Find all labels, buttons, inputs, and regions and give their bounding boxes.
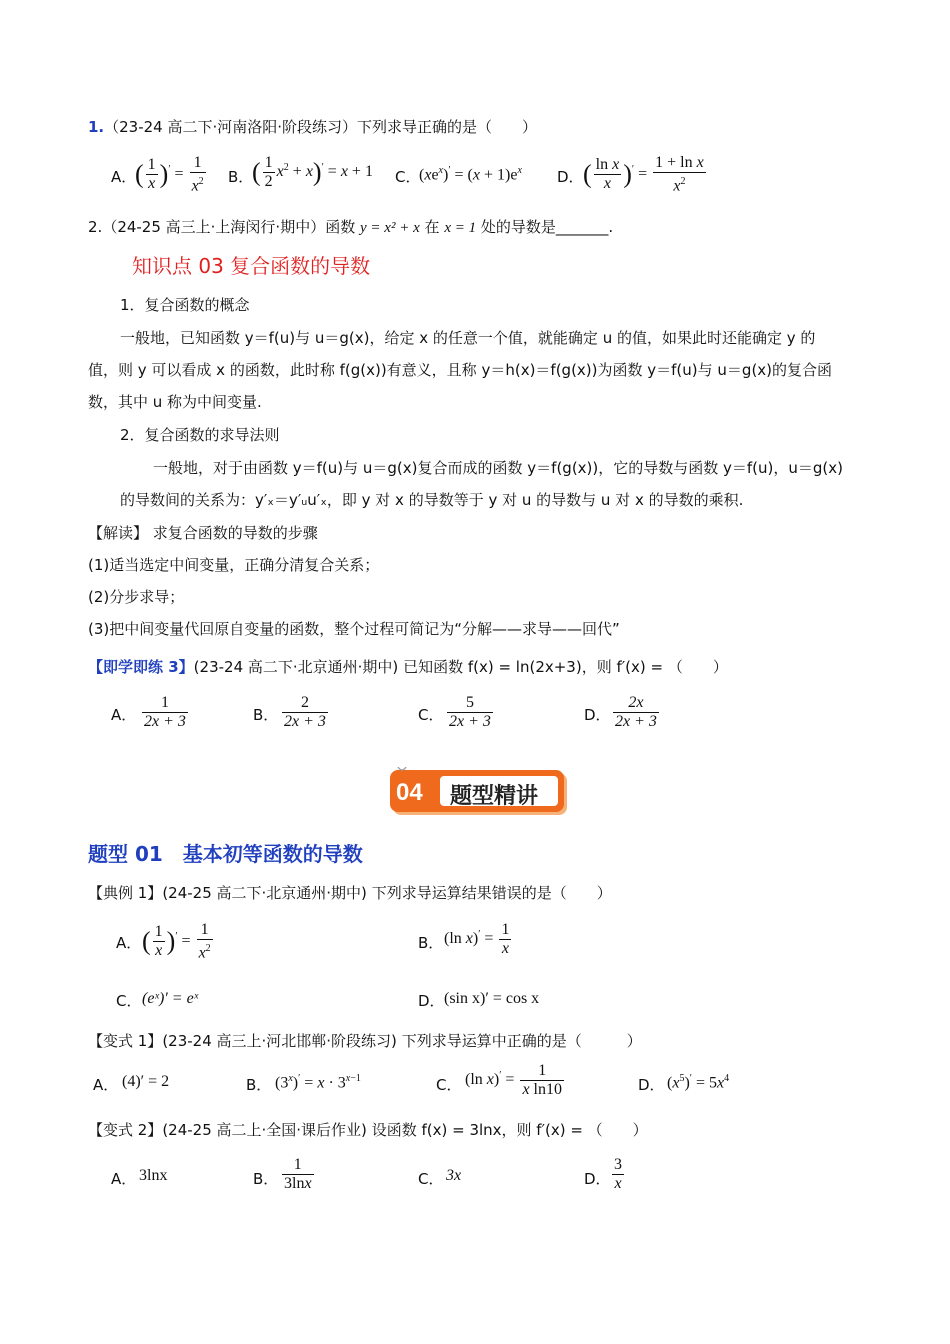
q1-source: （23-24 高二下·河南洛阳·阶段练习）	[104, 118, 358, 136]
ex1-label-b: B．	[418, 934, 444, 952]
ex1-label-c: C．	[116, 992, 142, 1010]
q1-formula-d: ( $\frac{\text{ln x}}{x}$ )′ = $\frac{\text{1 + ln x}}{x^2}$	[583, 154, 704, 195]
paragraph-2b: 的导数间的关系为：y′ₓ＝y′ᵤu′ₓ，即 y 对 x 的导数等于 y 对 u 的导数与 u 对 x 的导数的乘积.	[120, 491, 744, 509]
practice-option-b	[280, 694, 330, 731]
var2-label-a: A．	[111, 1170, 137, 1188]
section-badge	[390, 767, 570, 817]
ex1-formula-d: (sin x)′ = cos x	[444, 990, 540, 1007]
practice-tag: 【即学即练 3】	[88, 658, 194, 676]
q1-line	[88, 117, 537, 137]
ex1-formula-b: (ln x)′ = $\frac{1}{x}$	[444, 921, 510, 957]
step-3: (3)把中间变量代回原自变量的函数，整个过程可简记为“分解——求导——回代”	[88, 620, 620, 638]
var2-tag: 【变式 2】	[88, 1121, 163, 1139]
q2-number: 2.	[88, 218, 103, 236]
paragraph-2a: 一般地，对于由函数 y＝f(u)与 u＝g(x)复合而成的函数 y＝f(g(x))，它的导数与函数 y＝f(u)，u＝g(x)	[153, 459, 843, 477]
q1-formula-b: ( $\frac{1}{2}$ $x^2 + x)' = x + 1$	[252, 154, 373, 190]
q1-formula-a: ( $\frac{1}{x}$ )′ = $\frac{1}{x^2}$	[135, 154, 204, 195]
q1-formula-c: $(xe^x)' = (x + 1)e^x$	[419, 165, 522, 184]
var2-source: (24-25 高二上·全国·课后作业)	[162, 1121, 367, 1139]
q2-answer-blank[interactable]: _______.	[555, 218, 614, 236]
practice-c-num: 5	[447, 694, 493, 713]
q1-label-c: C．	[395, 168, 421, 186]
var1-formula-d: $(x^5)' = 5x^4$	[667, 1073, 730, 1092]
ex1-tag: 【典例 1】	[88, 884, 163, 902]
q2-formula: y = x² + x	[360, 220, 420, 236]
var1-label-c: C．	[436, 1076, 462, 1094]
var1-text: 下列求导运算中正确的是（ ）	[401, 1032, 642, 1050]
var2-label-c: C．	[418, 1170, 444, 1188]
var1-label-b: B．	[246, 1076, 272, 1094]
var1-formula-b: $(3^x)' = x \cdot 3^{x-1}$	[275, 1073, 361, 1092]
paragraph-1a: 一般地，已知函数 y＝f(u)与 u＝g(x)，给定 x 的任意一个值，就能确定 u 的值，如果此时还能确定 y 的	[120, 329, 816, 347]
ex1-label-d: D．	[418, 992, 445, 1010]
var1-formula-a: (4)′ = 2	[122, 1073, 170, 1090]
var1-line	[88, 1031, 642, 1051]
q2-at: x = 1	[444, 220, 477, 236]
section-heading-2: 2．复合函数的求导法则	[120, 426, 280, 444]
practice-b-num: 2	[282, 694, 328, 713]
ex1-line	[88, 883, 612, 903]
practice-c-den: 2x + 3	[449, 713, 491, 730]
practice-option-a	[140, 694, 190, 731]
q2-text-after: 处的导数是	[480, 218, 556, 236]
note-line	[88, 523, 318, 543]
ex1-label-a: A．	[116, 934, 142, 952]
paragraph-1b: 值，则 y 可以看成 x 的函数，此时称 f(g(x))有意义，且称 y＝h(x)＝f(g(x))为函数 y＝f(u)与 u＝g(x)的复合函	[88, 361, 833, 379]
var2-formula-d: $\frac{3}{x}$	[614, 1156, 622, 1192]
ex1-text: 下列求导运算结果错误的是（ ）	[371, 884, 612, 902]
type01-title: 题型 01 基本初等函数的导数	[88, 842, 363, 866]
var1-formula-c: (ln x)′ = $\frac{1}{\text{x ln10}}$	[465, 1062, 562, 1098]
practice-b-den: 2x + 3	[284, 713, 326, 730]
var1-label-a: A．	[93, 1076, 119, 1094]
q2-text-before: 函数	[325, 218, 356, 236]
var2-formula-c: 3x	[446, 1167, 462, 1184]
var1-tag: 【变式 1】	[88, 1032, 163, 1050]
var2-formula-b: $\frac{1}{3\ln x}$	[284, 1156, 312, 1192]
q1-text: 下列求导正确的是（ ）	[357, 118, 538, 136]
q1-label-b: B．	[228, 168, 254, 186]
badge-number: 04	[396, 779, 423, 806]
practice-label-a: A．	[111, 706, 137, 724]
badge-text: 题型精讲	[450, 784, 539, 809]
var2-line	[88, 1120, 648, 1140]
practice-line	[88, 657, 728, 677]
practice-d-den: 2x + 3	[615, 713, 657, 730]
note-title: 【解读】	[88, 524, 149, 542]
q2-source: （24-25 高三上·上海闵行·期中）	[102, 218, 326, 236]
practice-label-c: C．	[418, 706, 444, 724]
practice-option-d	[611, 694, 661, 731]
practice-a-den: 2x + 3	[144, 713, 186, 730]
step-2: (2)分步求导；	[88, 588, 185, 606]
var1-label-d: D．	[638, 1076, 665, 1094]
var1-source: (23-24 高三上·河北邯郸·阶段练习)	[162, 1032, 397, 1050]
var2-label-b: B．	[253, 1170, 279, 1188]
practice-label-d: D．	[584, 706, 611, 724]
practice-source: (23-24 高二下·北京通州·期中)	[193, 658, 399, 676]
var2-text: 设函数 f(x) = 3lnx，则 f′(x) = （ ）	[371, 1121, 648, 1139]
ex1-formula-c: (eˣ)′ = eˣ	[142, 990, 199, 1007]
section-heading-1: 1．复合函数的概念	[120, 296, 250, 314]
practice-d-num: 2x	[613, 694, 659, 713]
section-title: 知识点 03 复合函数的导数	[132, 254, 371, 278]
practice-a-num: 1	[142, 694, 188, 713]
step-1: (1)适当选定中间变量，正确分清复合关系；	[88, 556, 380, 574]
ex1-source: (24-25 高二下·北京通州·期中)	[162, 884, 367, 902]
ex1-formula-a: ( $\frac{1}{x}$ )′ = $\frac{1}{x^2}$	[142, 921, 211, 962]
paragraph-1c: 数，其中 u 称为中间变量.	[88, 393, 262, 411]
q2-line	[88, 217, 613, 238]
q1-label-a: A．	[111, 168, 137, 186]
q2-mid: 在	[424, 218, 440, 236]
practice-text: 已知函数 f(x) = ln(2x+3)，则 f′(x) = （ ）	[403, 658, 728, 676]
q1-label-d: D．	[557, 168, 584, 186]
q1-number: 1.	[88, 118, 105, 136]
practice-option-c	[445, 694, 495, 731]
var2-formula-a: 3lnx	[139, 1167, 168, 1184]
var2-label-d: D．	[584, 1170, 611, 1188]
note-text: 求复合函数的导数的步骤	[152, 524, 318, 542]
practice-label-b: B．	[253, 706, 279, 724]
